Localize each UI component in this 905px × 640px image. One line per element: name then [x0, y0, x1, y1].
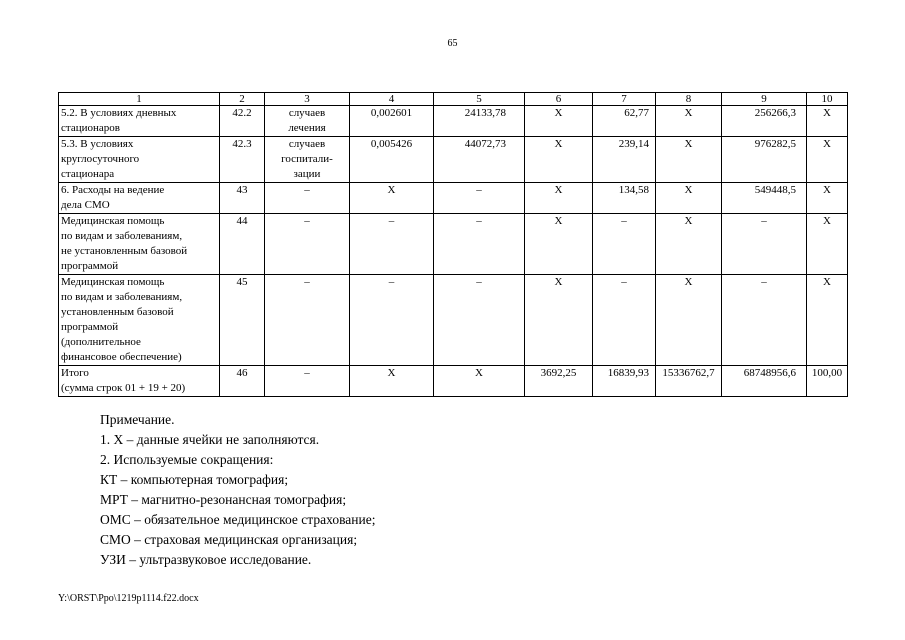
row-name-line: не установленным базовой — [61, 245, 188, 257]
row-unit-line: случаев — [288, 107, 326, 119]
cell-column-5: – — [434, 214, 525, 275]
row-name-line: Медицинская помощь — [61, 276, 165, 288]
cell-column-6: Х — [525, 275, 593, 366]
note-line: УЗИ – ультразвуковое исследование. — [100, 552, 312, 567]
note-line: КТ – компьютерная томография; — [100, 472, 289, 487]
cell-column-10: Х — [807, 137, 848, 183]
row-name-line: стационара — [61, 168, 115, 180]
table-row — [59, 275, 848, 366]
cell-column-8: Х — [656, 106, 722, 137]
data-table — [58, 92, 848, 397]
cell-column-7: – — [593, 275, 656, 366]
row-code-cell: 46 — [220, 366, 265, 397]
cell-column-10: 100,00 — [807, 366, 848, 397]
table-row — [59, 137, 848, 183]
table-row — [59, 214, 848, 275]
row-unit-cell — [265, 106, 350, 137]
row-code-cell: 42.3 — [220, 137, 265, 183]
column-number-6: 6 — [525, 93, 593, 106]
notes-heading: Примечание. — [100, 412, 175, 427]
row-unit-cell — [265, 366, 350, 397]
cell-column-8: Х — [656, 275, 722, 366]
row-unit-cell — [265, 214, 350, 275]
row-name-line: установленным базовой — [61, 306, 174, 318]
cell-column-9: – — [722, 214, 807, 275]
row-name-line: 6. Расходы на ведение — [61, 184, 165, 196]
table-row — [59, 366, 848, 397]
notes-section — [100, 410, 375, 570]
cell-column-7: 134,58 — [593, 183, 656, 214]
row-name-line: Итого — [61, 367, 89, 379]
row-name-cell — [59, 183, 220, 214]
cell-column-7: 62,77 — [593, 106, 656, 137]
column-number-7: 7 — [593, 93, 656, 106]
note-line: 2. Используемые сокращения: — [100, 452, 274, 467]
cell-column-10: Х — [807, 214, 848, 275]
cell-column-8: Х — [656, 214, 722, 275]
cell-column-5: 44072,73 — [434, 137, 525, 183]
row-name-cell — [59, 137, 220, 183]
note-line: СМО – страховая медицинская организация; — [100, 532, 358, 547]
row-name-line: программой — [61, 321, 119, 333]
cell-column-5: 24133,78 — [434, 106, 525, 137]
note-line: 1. Х – данные ячейки не заполняются. — [100, 432, 320, 447]
cell-column-8: Х — [656, 137, 722, 183]
table-row — [59, 183, 848, 214]
row-name-line: (дополнительное — [61, 336, 141, 348]
cell-column-4: Х — [350, 183, 434, 214]
cell-column-5: Х — [434, 366, 525, 397]
row-code-cell: 45 — [220, 275, 265, 366]
table-header-row — [59, 93, 848, 106]
row-unit-line: зации — [293, 168, 321, 180]
page-number: 65 — [447, 38, 458, 49]
cell-column-8: Х — [656, 183, 722, 214]
cell-column-4: Х — [350, 366, 434, 397]
row-unit-line: госпитали- — [281, 153, 333, 165]
cell-column-5: – — [434, 183, 525, 214]
row-unit-line: – — [304, 184, 310, 196]
cell-column-5: – — [434, 275, 525, 366]
cell-column-4: – — [350, 214, 434, 275]
row-name-line: стационаров — [61, 122, 120, 134]
cell-column-10: Х — [807, 183, 848, 214]
cell-column-7: 16839,93 — [593, 366, 656, 397]
row-name-line: 5.3. В условиях — [61, 138, 134, 150]
cell-column-10: Х — [807, 275, 848, 366]
note-line: ОМС – обязательное медицинское страхование; — [100, 512, 376, 527]
cell-column-9: 976282,5 — [722, 137, 807, 183]
row-unit-line: – — [304, 215, 310, 227]
cell-column-7: 239,14 — [593, 137, 656, 183]
cell-column-6: Х — [525, 214, 593, 275]
row-name-line: программой — [61, 260, 119, 272]
row-code-cell: 43 — [220, 183, 265, 214]
cell-column-4: 0,002601 — [350, 106, 434, 137]
cell-column-6: 3692,25 — [525, 366, 593, 397]
cell-column-4: – — [350, 275, 434, 366]
cell-column-10: Х — [807, 106, 848, 137]
column-number-1: 1 — [59, 93, 220, 106]
row-name-line: Медицинская помощь — [61, 215, 165, 227]
column-number-2: 2 — [220, 93, 265, 106]
column-number-3: 3 — [265, 93, 350, 106]
row-name-line: дела СМО — [61, 199, 110, 211]
row-unit-cell — [265, 275, 350, 366]
row-unit-line: лечения — [288, 122, 326, 134]
row-name-line: по видам и заболеваниям, — [61, 230, 183, 242]
table-row — [59, 106, 848, 137]
row-code-cell: 42.2 — [220, 106, 265, 137]
note-line: МРТ – магнитно-резонансная томография; — [100, 492, 347, 507]
cell-column-6: Х — [525, 106, 593, 137]
row-unit-line: – — [304, 276, 310, 288]
row-name-cell — [59, 106, 220, 137]
column-number-10: 10 — [807, 93, 848, 106]
column-number-5: 5 — [434, 93, 525, 106]
cell-column-7: – — [593, 214, 656, 275]
row-name-line: по видам и заболеваниям, — [61, 291, 183, 303]
row-name-line: (сумма строк 01 + 19 + 20) — [61, 382, 186, 394]
row-name-cell — [59, 275, 220, 366]
column-number-9: 9 — [722, 93, 807, 106]
cell-column-4: 0,005426 — [350, 137, 434, 183]
row-unit-cell — [265, 183, 350, 214]
row-name-line: круглосуточного — [61, 153, 140, 165]
row-name-cell — [59, 214, 220, 275]
row-name-line: финансовое обеспечение) — [61, 351, 182, 363]
column-number-8: 8 — [656, 93, 722, 106]
row-unit-line: случаев — [288, 138, 326, 150]
footer-file-path: Y:\ORST\Ppo\1219p1114.f22.docx — [58, 593, 199, 604]
cell-column-6: Х — [525, 137, 593, 183]
cell-column-9: 68748956,6 — [722, 366, 807, 397]
row-unit-cell — [265, 137, 350, 183]
cell-column-9: – — [722, 275, 807, 366]
row-name-cell — [59, 366, 220, 397]
row-code-cell: 44 — [220, 214, 265, 275]
cell-column-6: Х — [525, 183, 593, 214]
cell-column-9: 256266,3 — [722, 106, 807, 137]
column-number-4: 4 — [350, 93, 434, 106]
row-name-line: 5.2. В условиях дневных — [61, 107, 177, 119]
cell-column-9: 549448,5 — [722, 183, 807, 214]
cell-column-8: 15336762,7 — [656, 366, 722, 397]
row-unit-line: – — [304, 367, 310, 379]
